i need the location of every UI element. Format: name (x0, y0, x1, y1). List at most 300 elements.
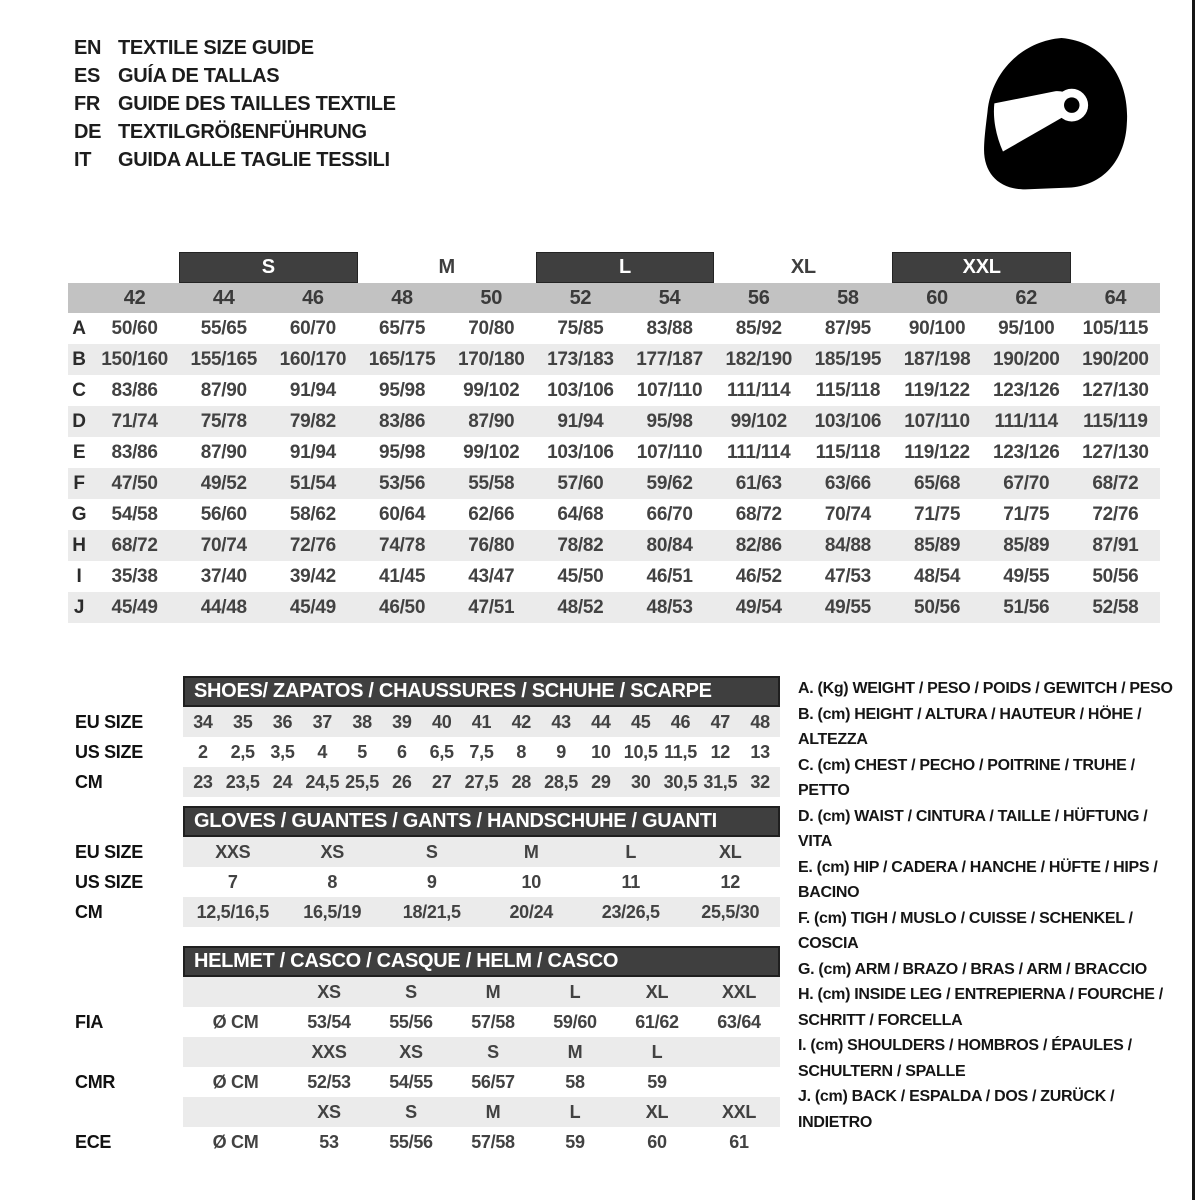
row-label: CM (75, 771, 103, 792)
textile-cell: 72/76 (1092, 503, 1139, 525)
shoes-cell: 44 (591, 711, 611, 732)
language-list (74, 34, 396, 174)
shoes-row (75, 707, 780, 737)
shoes-table-title: SHOES/ ZAPATOS / CHAUSSURES / SCHUHE / SCARPE (183, 676, 780, 707)
shoes-cell: 39 (392, 711, 412, 732)
shoes-cell: 42 (511, 711, 531, 732)
shoes-cell: 26 (392, 771, 412, 792)
helmet-table (75, 946, 780, 1157)
shoes-row (75, 767, 780, 797)
helmet-size-label: L (569, 1101, 581, 1122)
size-column-header: 56 (747, 286, 770, 309)
diameter-unit: Ø CM (212, 1131, 259, 1152)
shoes-cell: 45 (630, 711, 651, 732)
textile-cell: 60/70 (289, 317, 336, 339)
textile-cell: 48/53 (646, 596, 693, 618)
row-label (75, 1097, 183, 1127)
textile-cell: 68/72 (735, 503, 782, 525)
textile-cell: 39/42 (289, 565, 336, 587)
textile-cell: 72/76 (289, 534, 336, 556)
size-column-header: 42 (123, 286, 146, 309)
gloves-cell: 11 (621, 871, 640, 892)
helmet-size-label: S (487, 1041, 499, 1062)
helmet-size-label: M (485, 1101, 501, 1122)
helmet-size-label: M (567, 1041, 583, 1062)
helmet-size-cells (183, 1097, 780, 1127)
textile-cell: 107/110 (636, 441, 703, 463)
shoes-cell: 28 (511, 771, 531, 792)
textile-cell: 95/100 (998, 317, 1055, 339)
legend-item: E. (cm) HIP / CADERA / HANCHE / HÜFTE / HIPS / BACINO (798, 858, 1158, 901)
helmet-size-label: M (485, 981, 501, 1002)
helmet-size-row (75, 1097, 780, 1127)
textile-row (68, 592, 1160, 623)
gloves-cell: 7 (227, 871, 238, 892)
size-group-xl: XL (790, 256, 816, 278)
shoes-cell: 32 (750, 771, 770, 792)
shoes-cell: 27 (431, 771, 452, 792)
textile-cell: 65/75 (379, 317, 426, 339)
helmet-size-label: S (405, 1101, 417, 1122)
helmet-size-row (75, 1037, 780, 1067)
row-label: EU SIZE (75, 711, 143, 732)
size-column-header: 62 (1015, 286, 1038, 309)
textile-cell: 55/58 (468, 472, 515, 494)
textile-cell: 150/160 (101, 348, 168, 370)
racing-helmet-icon (972, 26, 1144, 198)
helmet-size-row (75, 977, 780, 1007)
textile-row (68, 406, 1160, 437)
language-code: FR (74, 92, 101, 115)
shoes-cell: 13 (750, 741, 770, 762)
textile-cell: 115/119 (1083, 410, 1148, 432)
gloves-cell: 12 (720, 871, 740, 892)
textile-cell: 182/190 (725, 348, 793, 370)
textile-cell: 83/86 (111, 379, 158, 401)
language-label: GUÍA DE TALLAS (118, 64, 280, 87)
helmet-cell: 59 (565, 1131, 585, 1152)
shoes-cell: 25,5 (345, 771, 379, 792)
diameter-unit: Ø CM (212, 1011, 259, 1032)
textile-cell: 87/90 (468, 410, 515, 432)
shoes-cell: 43 (551, 711, 571, 732)
shoes-cell: 31,5 (703, 771, 738, 792)
textile-cell: 68/72 (1092, 472, 1139, 494)
textile-cell: 46/52 (735, 565, 782, 587)
language-item (74, 90, 396, 118)
textile-cell: 83/88 (646, 317, 693, 339)
shoes-cell: 48 (750, 711, 770, 732)
textile-cell: 187/198 (903, 348, 971, 370)
textile-cell: 105/115 (1082, 317, 1149, 339)
textile-cell: 190/200 (1082, 348, 1149, 370)
textile-cell: 45/50 (557, 565, 604, 587)
gloves-cell: 20/24 (509, 901, 554, 922)
language-item (74, 34, 396, 62)
textile-cell: 46/50 (379, 596, 426, 618)
textile-row (68, 375, 1160, 406)
helmet-cell: 60 (647, 1131, 667, 1152)
measurement-legend (798, 676, 1180, 1135)
helmet-size-label: L (651, 1041, 663, 1062)
helmet-cell: 53 (319, 1131, 339, 1152)
helmet-cell: 56/57 (471, 1071, 515, 1092)
textile-cell: 68/72 (111, 534, 158, 556)
size-column-header: 52 (569, 286, 592, 309)
shoes-cell: 24 (272, 771, 293, 792)
textile-cell: 87/90 (200, 379, 247, 401)
textile-row (68, 530, 1160, 561)
language-label: GUIDA ALLE TAGLIE TESSILI (118, 148, 390, 171)
textile-cell: 79/82 (289, 410, 336, 432)
textile-cell: 49/54 (735, 596, 782, 618)
shoes-cell: 30 (630, 771, 651, 792)
legend-item: H. (cm) INSIDE LEG / ENTREPIERNA / FOURCHE / SCHRITT / FORCELLA (798, 986, 1163, 1029)
shoes-cell: 6,5 (429, 741, 454, 762)
shoes-cell: 41 (471, 711, 492, 732)
shoes-cell: 12 (710, 741, 730, 762)
shoes-cell: 24,5 (305, 771, 340, 792)
shoes-cell: 40 (431, 711, 452, 732)
helmet-cell: 57/58 (471, 1131, 515, 1152)
shoes-table (75, 676, 780, 797)
shoes-cell: 46 (670, 711, 691, 732)
textile-cell: 83/86 (111, 441, 158, 463)
helmet-value-row (75, 1007, 780, 1037)
textile-cell: 56/60 (200, 503, 247, 525)
textile-cell: 49/55 (824, 596, 871, 618)
textile-cell: 71/75 (1003, 503, 1050, 525)
legend-item: F. (cm) TIGH / MUSLO / CUISSE / SCHENKEL / COSCIA (798, 909, 1133, 952)
standard-label: ECE (75, 1131, 112, 1152)
gloves-cell: XXS (215, 841, 251, 862)
legend-item: D. (cm) WAIST / CINTURA / TAILLE / HÜFTUNG / VITA (798, 807, 1148, 850)
helmet-size-label: XXL (721, 1101, 757, 1122)
size-column-header: 50 (480, 286, 503, 309)
standard-label: CMR (75, 1071, 116, 1092)
helmet-value-cells (183, 1067, 780, 1097)
shoes-cell: 10,5 (623, 741, 658, 762)
textile-cell: 45/49 (111, 596, 158, 618)
gloves-cells (183, 837, 780, 867)
language-code: ES (74, 64, 101, 87)
diameter-unit: Ø CM (212, 1071, 259, 1092)
corner-cell (68, 283, 90, 313)
size-column-header: 60 (926, 286, 948, 309)
shoes-cell: 34 (193, 711, 213, 732)
helmet-size-label: S (405, 981, 417, 1002)
textile-row (68, 344, 1160, 375)
textile-cell: 41/45 (379, 565, 426, 587)
textile-row (68, 561, 1160, 592)
row-label: A (72, 317, 86, 339)
textile-cell: 76/80 (468, 534, 515, 556)
textile-cell: 99/102 (730, 410, 787, 432)
language-code: IT (74, 148, 92, 171)
scan-edge-line (1192, 0, 1195, 1200)
row-label: F (73, 472, 85, 494)
helmet-size-label: XL (645, 981, 669, 1002)
textile-cell: 85/89 (1003, 534, 1050, 556)
row-label (75, 977, 183, 1007)
textile-cell: 67/70 (1003, 472, 1050, 494)
helmet-cell: 61 (729, 1131, 749, 1152)
textile-cell: 119/122 (904, 441, 970, 463)
size-column-header: 44 (212, 286, 235, 309)
textile-cell: 103/106 (814, 410, 882, 432)
helmet-cell (698, 1067, 780, 1097)
row-label (75, 1037, 183, 1067)
textile-row (68, 437, 1160, 468)
textile-cell: 155/165 (190, 348, 258, 370)
size-column-header: 54 (658, 286, 681, 309)
textile-cell: 45/49 (289, 596, 336, 618)
textile-cell: 50/56 (1092, 565, 1139, 587)
helmet-cell: 61/62 (635, 1011, 679, 1032)
gloves-cell: 18/21,5 (402, 901, 461, 922)
textile-cell: 83/86 (379, 410, 426, 432)
shoes-cell: 28,5 (544, 771, 578, 792)
shoes-cell: 11,5 (664, 741, 697, 762)
textile-cell: 35/38 (111, 565, 158, 587)
gloves-cell: 23/26,5 (601, 901, 660, 922)
textile-cell: 60/64 (379, 503, 426, 525)
textile-cell: 50/60 (111, 317, 158, 339)
textile-cell: 58/62 (289, 503, 336, 525)
helmet-rows (75, 977, 780, 1157)
helmet-table-title: HELMET / CASCO / CASQUE / HELM / CASCO (183, 946, 780, 977)
language-code: DE (74, 120, 102, 143)
textile-cell: 127/130 (1082, 441, 1149, 463)
helmet-value-row (75, 1127, 780, 1157)
textile-cell: 43/47 (468, 565, 515, 587)
size-column-header: 46 (302, 286, 324, 309)
gloves-row (75, 897, 780, 927)
shoes-cell: 23 (193, 771, 213, 792)
textile-cell: 160/170 (279, 348, 347, 370)
textile-cell: 52/58 (1092, 596, 1139, 618)
textile-cell: 82/86 (735, 534, 782, 556)
textile-cell: 55/65 (200, 317, 247, 339)
textile-cell: 61/63 (735, 472, 782, 494)
textile-cell: 49/52 (200, 472, 247, 494)
size-group-row (68, 252, 1160, 283)
textile-row (68, 468, 1160, 499)
textile-cell: 59/62 (646, 472, 693, 494)
helmet-size-cells (183, 1037, 780, 1067)
textile-cell: 127/130 (1082, 379, 1149, 401)
language-item (74, 118, 396, 146)
textile-cell: 99/102 (463, 441, 520, 463)
textile-cell: 185/195 (814, 348, 882, 370)
row-label: C (72, 379, 86, 401)
textile-cell: 64/68 (557, 503, 604, 525)
textile-cell: 177/187 (636, 348, 703, 370)
textile-size-table (68, 252, 1160, 623)
row-label: J (73, 596, 85, 618)
gloves-cell: 25,5/30 (701, 901, 760, 922)
shoes-cells (183, 737, 780, 767)
textile-cell: 111/114 (727, 379, 791, 401)
textile-cell: 66/70 (646, 503, 693, 525)
textile-cell: 80/84 (646, 534, 693, 556)
shoes-row (75, 737, 780, 767)
textile-row (68, 313, 1160, 344)
numeric-header-row (68, 283, 1160, 313)
shoes-cell: 36 (272, 711, 293, 732)
language-item (74, 146, 396, 174)
shoes-cell: 2 (198, 741, 208, 762)
textile-cell: 95/98 (646, 410, 693, 432)
textile-cell: 70/74 (824, 503, 871, 525)
textile-cell: 57/60 (557, 472, 604, 494)
helmet-cell: 55/56 (389, 1131, 433, 1152)
shoes-cell: 37 (312, 711, 332, 732)
helmet-cell: 58 (565, 1071, 585, 1092)
shoes-cell: 2,5 (230, 741, 255, 762)
textile-cell: 48/54 (914, 565, 961, 587)
shoes-cell: 47 (710, 711, 730, 732)
textile-cell: 85/89 (914, 534, 961, 556)
textile-cell: 70/80 (468, 317, 515, 339)
textile-cell: 91/94 (289, 379, 336, 401)
textile-cell: 87/95 (824, 317, 871, 339)
textile-cell: 91/94 (557, 410, 604, 432)
size-column-header: 48 (391, 286, 413, 309)
gloves-cell: XS (320, 841, 344, 862)
textile-cell: 51/54 (289, 472, 336, 494)
textile-cell: 107/110 (904, 410, 970, 432)
gloves-cell: 10 (521, 871, 541, 892)
shoes-cell: 29 (591, 771, 611, 792)
shoes-cell: 8 (516, 741, 527, 762)
size-group-s: S (179, 252, 357, 283)
textile-cell: 170/180 (457, 348, 525, 370)
gloves-rows (75, 837, 780, 927)
row-label: EU SIZE (75, 841, 143, 862)
helmet-size-label: XL (645, 1101, 669, 1122)
helmet-size-label (698, 1037, 780, 1067)
textile-cell: 46/51 (646, 565, 693, 587)
textile-cell: 111/114 (727, 441, 791, 463)
textile-row (68, 499, 1160, 530)
textile-cell: 44/48 (200, 596, 247, 618)
shoes-cell: 35 (232, 711, 253, 732)
gloves-row (75, 867, 780, 897)
legend-item: A. (Kg) WEIGHT / PESO / POIDS / GEWITCH / PESO (798, 680, 1173, 697)
textile-cell: 75/85 (557, 317, 604, 339)
empty-cell (183, 1097, 288, 1127)
empty-cell (183, 1037, 288, 1067)
row-label: E (72, 441, 86, 463)
helmet-cell: 59/60 (553, 1011, 597, 1032)
textile-cell: 71/74 (111, 410, 158, 432)
textile-cell: 119/122 (904, 379, 970, 401)
row-label: H (72, 534, 86, 556)
language-label: TEXTILE SIZE GUIDE (118, 36, 314, 59)
textile-cell: 87/90 (200, 441, 247, 463)
textile-cell: 78/82 (557, 534, 604, 556)
textile-cell: 95/98 (379, 441, 426, 463)
textile-cell: 85/92 (735, 317, 782, 339)
gloves-cell: 8 (327, 871, 338, 892)
helmet-cell: 59 (647, 1071, 667, 1092)
helmet-cell: 53/54 (307, 1011, 351, 1032)
textile-cell: 50/56 (914, 596, 961, 618)
helmet-value-cells (183, 1007, 780, 1037)
gloves-cell: S (425, 841, 438, 862)
shoes-rows (75, 707, 780, 797)
shoes-cells (183, 767, 780, 797)
row-label: B (72, 348, 86, 370)
shoes-cell: 23,5 (225, 771, 260, 792)
row-label: US SIZE (75, 871, 143, 892)
textile-cell: 47/53 (824, 565, 871, 587)
gloves-cells (183, 897, 780, 927)
textile-cell: 90/100 (908, 317, 966, 339)
shoes-cell: 4 (317, 741, 328, 762)
empty-cell (183, 977, 288, 1007)
textile-cell: 84/88 (824, 534, 871, 556)
shoes-cell: 27,5 (464, 771, 499, 792)
helmet-size-label: XS (399, 1041, 423, 1062)
shoes-cell: 9 (556, 741, 566, 762)
shoes-cell: 10 (591, 741, 611, 762)
racing-helmet-glyph (972, 26, 1144, 198)
legend-item: J. (cm) BACK / ESPALDA / DOS / ZURÜCK / INDIETRO (798, 1088, 1115, 1131)
textile-cell: 49/55 (1003, 565, 1050, 587)
textile-cell: 107/110 (636, 379, 703, 401)
helmet-size-label: L (569, 981, 581, 1002)
textile-cell: 70/74 (200, 534, 247, 556)
gloves-cell: L (625, 841, 637, 862)
shoes-cell: 3,5 (270, 741, 295, 762)
shoes-cell: 38 (352, 711, 372, 732)
textile-cell: 65/68 (914, 472, 961, 494)
helmet-cell: 54/55 (389, 1071, 433, 1092)
textile-cell: 47/50 (111, 472, 158, 494)
textile-cell: 62/66 (468, 503, 515, 525)
gloves-cell: 9 (426, 871, 437, 892)
helmet-cell: 52/53 (307, 1071, 351, 1092)
language-label: TEXTILGRÖßENFÜHRUNG (118, 120, 367, 143)
legend-item: G. (cm) ARM / BRAZO / BRAS / ARM / BRACCIO (798, 960, 1147, 978)
textile-cell: 74/78 (379, 534, 426, 556)
shoes-cell: 5 (357, 741, 367, 762)
gloves-table (75, 806, 780, 927)
textile-cell: 54/58 (111, 503, 158, 525)
helmet-value-cells (183, 1127, 780, 1157)
textile-cell: 115/118 (815, 441, 881, 463)
helmet-value-row (75, 1067, 780, 1097)
textile-rows (68, 313, 1160, 623)
language-item (74, 62, 396, 90)
helmet-cell: 55/56 (389, 1011, 433, 1032)
helmet-size-label: XXL (721, 981, 757, 1002)
row-label: I (76, 565, 82, 587)
textile-cell: 71/75 (914, 503, 961, 525)
textile-cell: 91/94 (289, 441, 336, 463)
textile-cell: 47/51 (468, 596, 515, 618)
textile-cell: 51/56 (1003, 596, 1050, 618)
row-label: D (72, 410, 86, 432)
gloves-cell: XL (719, 841, 742, 862)
textile-cell: 63/66 (824, 472, 871, 494)
textile-cell: 48/52 (557, 596, 604, 618)
gloves-cells (183, 867, 780, 897)
helmet-cell: 63/64 (717, 1011, 761, 1032)
language-code: EN (74, 36, 102, 59)
